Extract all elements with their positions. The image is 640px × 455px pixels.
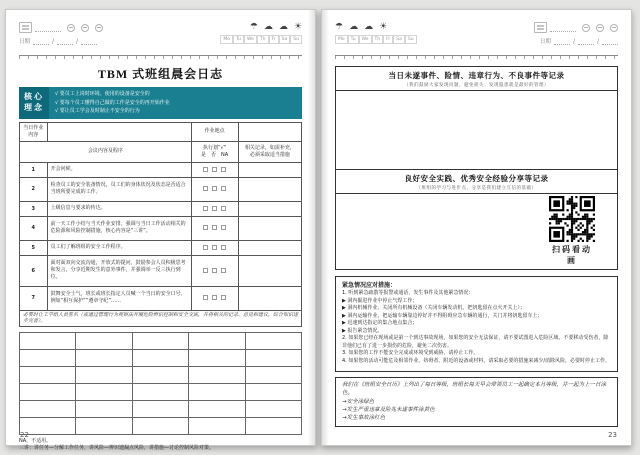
row-number: 3 [20,201,48,216]
page-head-left [19,22,302,52]
blank-grid-cell [189,383,245,400]
emergency-item: ▶ 洞内运输作业，把运输车辆靠边停好并不得阻碍应急车辆的通行，关门并将钥匙留车上； [342,312,543,319]
date-row: 日期 / / [540,37,618,45]
row-number: 2 [20,177,48,201]
date-label: 日期 [19,39,31,45]
row-content: 开会问候。 [47,162,191,177]
blank-grid-cell [20,383,76,400]
checkbox-square [203,206,208,211]
blank-grid-cell [245,417,301,434]
table-row [20,201,302,216]
weekday-label: Tu [233,35,244,44]
emergency-box [335,276,618,372]
weekday-strip [335,35,417,44]
blank-grid-cell [132,349,188,366]
checkbox-square [221,268,226,273]
blank-grid-row [20,349,302,366]
weekday-label: Fr [383,35,393,44]
cloud-icon: ☁ [349,22,359,32]
blank-grid-cell [189,366,245,383]
core-concept-label: 核心理念 [19,87,49,119]
table-footnote: 必要时让工学组人员签名（或通过管理行为观察法开展危险辨识控制和安全交底，并将相关的记录、意见和建议，综合知识逐步完善）。 [20,310,302,326]
umbrella-icon: ☂ [335,22,344,32]
cloud-icon: ☁ [263,22,273,32]
emergency-item: 4. 如果您的活动可能危及相邻作业、妨碍者、附近的设备或材料，请采取必要的措施来减少/消除风险，必要时停止工作。 [342,357,611,364]
blank-grid-row [20,332,302,349]
date-group-right [534,22,618,45]
row-content: 员工们了解班组的安全工作程序。 [47,240,191,255]
work-content-blank [47,122,191,141]
table-row [20,216,302,240]
blank-grid-cell [189,349,245,366]
blank-grid-cell [76,366,132,383]
weekday-strip [220,35,302,44]
weekday-label: Sa [393,35,405,44]
row-notes [238,201,301,216]
row-notes [238,216,301,240]
row-content: 前一天工作小结与当天作业安排，强调与当日工作活动相关的危险源和风险控制措施，核心内容是“三讲”。 [47,216,191,240]
row-number: 5 [20,240,48,255]
checkbox-square [203,268,208,273]
weekday-label: Mo [335,35,348,44]
blank-grid-cell [76,332,132,349]
row-content: 检查员工的安全装备情况，员工们的身体状况及状态是否适合当班所要完成的工作。 [47,177,191,201]
blank-grid-cell [20,366,76,383]
weekday-label: Th [372,35,384,44]
weekday-label: Mo [220,35,233,44]
checkbox-square [212,167,217,172]
row-checkboxes [191,162,238,177]
emergency-item: ▶ 报告紧急情况。 [342,327,383,334]
checkbox-square [203,245,208,250]
work-location-label: 作业地点 [191,122,238,141]
emergency-list [342,290,611,365]
blank-grid-row [20,417,302,434]
weekday-label: We [359,35,372,44]
checkbox-square [203,186,208,191]
table-row [20,162,302,177]
write-line [550,23,576,32]
mood-circle-icon [582,24,590,32]
concept-item: √ 要每个员工懂得自己做的工作是安全的再开始作业 [55,99,170,106]
row-checkboxes [191,201,238,216]
blank-grid-cell [189,400,245,417]
blank-grid-cell [245,366,301,383]
calendar-arrow-item: →发生事故涂红色 [342,415,386,421]
blank-grid-row [20,383,302,400]
row-checkboxes [191,286,238,310]
page-title: TBM 式班组晨会日志 [97,67,224,81]
checkbox-square [212,186,217,191]
mood-circle-icon [81,24,89,32]
mood-circle-icon [95,24,103,32]
bottom-notes [19,438,302,453]
incident-record-subtitle: （我们鼓励大家发现问题，避免损失；发现隐患就是最好的管理） [404,83,549,88]
row-number: 7 [20,286,48,310]
weather-group-left [220,22,302,44]
checkbox-square [212,206,217,211]
cloud-icon-2: ☁ [278,22,288,32]
checkbox-square [212,295,217,300]
checkbox-square [221,206,226,211]
work-location-blank [238,122,301,141]
good-practice-subtitle: （班组的学习与进步点，分享是我们建立互信的基础） [416,186,537,191]
row-checkboxes [191,255,238,286]
date-group-left [19,22,103,45]
note-na: NA，不适用。 [19,437,52,444]
weekday-label: Th [257,35,269,44]
umbrella-icon: ☂ [249,22,258,32]
blank-grid-cell [76,400,132,417]
row-checkboxes [191,216,238,240]
calendar-arrow-item: →安全涂绿色 [342,398,375,405]
header-check: 执行划“√” 是 否 NA [191,141,238,162]
ruler-line [19,55,302,59]
checkbox-square [221,167,226,172]
page-number-left: 22 [20,431,29,439]
blank-grid-row [20,366,302,383]
page-left [5,9,316,451]
blank-grid-cell [132,400,188,417]
calendar-note-line: 我们在《班组安全日历》上列出了每日等级，班组长每天早会带领员工一起确定本月等级，并一起为上一日涂色。 [342,382,607,397]
calendar-arrows [342,398,611,423]
work-content-row [20,122,302,141]
emergency-title: 紧急情况应对措施： [342,282,397,289]
weekday-label: Su [290,35,302,44]
table-row [20,286,302,310]
concept-item: √ 要让员工学会及时制止不安全的行为 [55,108,140,114]
checkbox-square [221,245,226,250]
blank-grid-cell [20,400,76,417]
row-content: 上级信息与要求的传达。 [47,201,191,216]
blank-grid-cell [20,349,76,366]
row-number: 4 [20,216,48,240]
concept-item: √ 要员工上岗时环境、使用的设备是安全的 [55,91,150,97]
emergency-item: ▶ 迅速到达指定的集合地点集合； [342,320,418,326]
blank-grid-cell [189,332,245,349]
table-row [20,240,302,255]
safety-calendar-box [335,377,618,427]
core-concept-band [19,87,302,119]
blank-grid-cell [20,332,76,349]
weekday-label: Su [405,35,417,44]
header-notes: 相关记录，如需补充， 必须采取适当措施 [238,141,301,162]
weekday-label: We [244,35,257,44]
checkbox-square [212,225,217,230]
weekday-label: Fr [269,35,279,44]
blank-grid-cell [132,417,188,434]
calendar-arrow-item: →发生严重违章及险兆未遂事件涂黄色 [342,406,435,413]
checkbox-square [203,167,208,172]
row-checkboxes [191,177,238,201]
blank-grid-row [20,400,302,417]
row-notes [238,177,301,201]
date-stamp-box [19,22,32,33]
cloud-icon-2: ☁ [364,22,374,32]
footnote-row [20,310,302,326]
good-practice-title: 良好安全实践、优秀安全经验分享等记录 [404,174,549,183]
work-content-label: 当日作业内容 [20,122,48,141]
incident-record-title: 当日未遂事件、险情、违章行为、不良事件等记录 [388,71,565,80]
mood-circle-icon [610,24,618,32]
row-content: 面对面双向交流沟通，开放式的提问，鼓励参会人员积极思考和发言，分享近期发生的意外事件，并强调举一反三执行到位。 [47,255,191,286]
blank-grid-cell [132,332,188,349]
blank-grid-cell [189,417,245,434]
page-right [321,9,632,446]
row-notes [238,286,301,310]
ruler-line [335,55,618,59]
blank-grid-cell [76,349,132,366]
mood-circle-icon [67,24,75,32]
table-header-row [20,141,302,162]
page-number-right: 23 [608,431,617,439]
emergency-item: ▶ 洞内掘进作业中停止气焊工作； [342,297,418,304]
sun-icon: ☀ [379,22,388,32]
note-sanjiang: 三讲：讲任务—分解工作任务，讲风险—辨识遗漏点风险，讲措施—讨论控制风险对策。 [19,445,215,451]
weather-icons-strip [335,22,387,32]
qr-caption: 扫码看动画 [552,245,592,265]
blank-grid-cell [245,349,301,366]
blank-grid-cell [132,366,188,383]
date-row: 日期 / / [19,37,103,45]
qr-code [549,196,595,242]
date-stamp-box [534,22,547,33]
weekday-label: Sa [279,35,291,44]
row-number: 1 [20,162,48,177]
blank-grid-cell [245,383,301,400]
date-label: 日期 [539,39,551,45]
checkbox-square [212,268,217,273]
checkbox-square [203,295,208,300]
meeting-table [19,122,302,327]
header-content: 会议内容及程序 [20,141,192,162]
emergency-item: 2. 如果您已经在现场或是第一个到达事故现场，如果您的安全无法保证，请不要试图进入危险区域，不要移动受伤者，除非他们已有了进一步损伤的危险，避免二次伤害。 [342,335,609,349]
checkbox-square [212,245,217,250]
table-row [20,255,302,286]
checkbox-square [221,186,226,191]
row-content: 鼓舞安全士气，班长或班长指定人员喊一个当日的安全口号，例如“相互保护”“遵章守纪”…… [47,286,191,310]
weather-icons-strip [250,22,302,32]
blank-grid-cell [76,383,132,400]
row-number: 6 [20,255,48,286]
blank-grid-cell [132,383,188,400]
blank-grid-cell [245,400,301,417]
good-practice-box [335,169,618,270]
row-notes [238,240,301,255]
blank-grid-cell [245,332,301,349]
row-notes [238,255,301,286]
sun-icon: ☀ [293,22,302,32]
weekday-label: Tu [348,35,359,44]
mood-circle-icon [596,24,604,32]
incident-record-box [335,66,618,170]
checkbox-square [203,225,208,230]
weather-group-right [335,22,417,44]
row-notes [238,162,301,177]
emergency-item: ▶ 洞内机械作业，关闭所有机械设备（关闭车辆发动机，把钥匙留在点火开关上）； [342,305,525,311]
core-concept-items [49,87,302,119]
blank-grid [19,332,302,435]
checkbox-square [221,225,226,230]
table-row [20,177,302,201]
emergency-item: 1. 听到紧急疏散等报警或通话，发生事件及其他紧急情况： [342,290,474,296]
blank-grid-cell [76,417,132,434]
page-head-right [335,22,618,52]
row-checkboxes [191,240,238,255]
write-line [35,23,61,32]
emergency-item: 3. 如果您的工作不能安全完成或环境受到威胁，请停止工作。 [342,350,479,356]
checkbox-square [221,295,226,300]
